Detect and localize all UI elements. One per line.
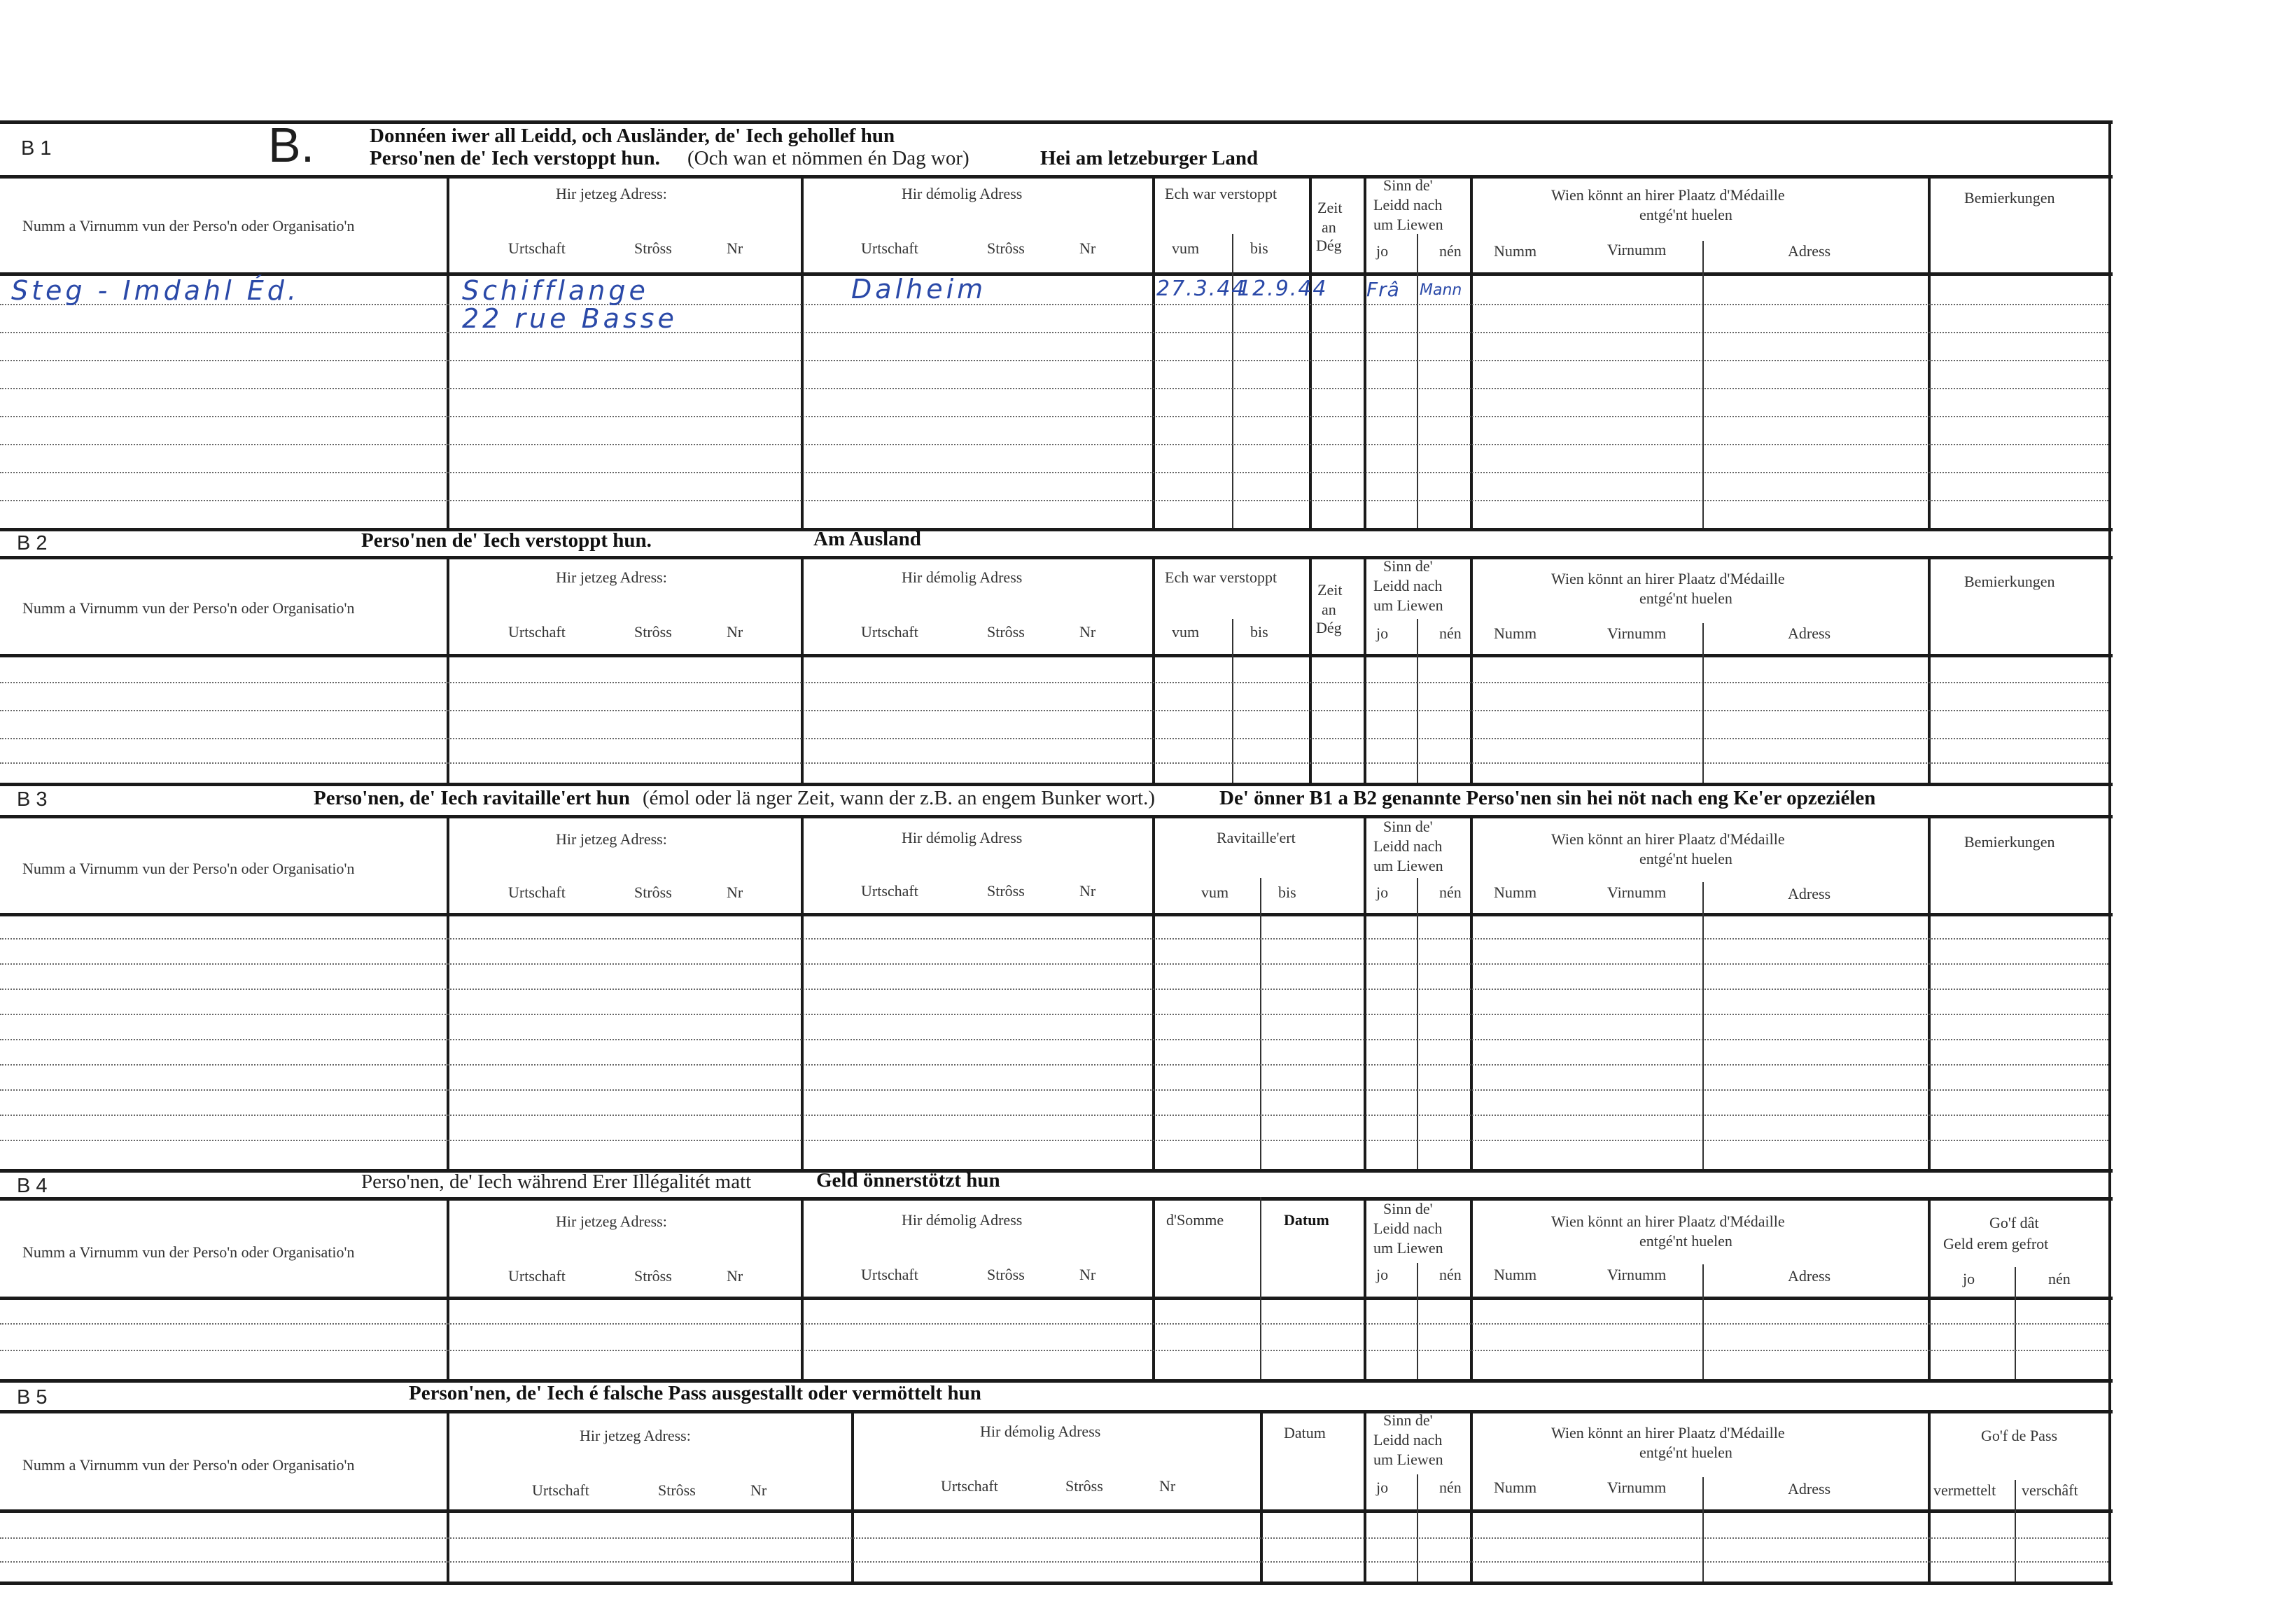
top-rule xyxy=(0,120,2113,124)
b2-hdr-alive-1: Sinn de' xyxy=(1383,557,1433,575)
b3-col-rule-1 xyxy=(447,815,449,1169)
b1-hdr-m-name: Numm xyxy=(1494,242,1537,260)
b5-hdr-date: Datum xyxy=(1284,1424,1326,1441)
b3-sub-rule-bis xyxy=(1260,878,1261,1169)
b1-hdr-number-2: Nr xyxy=(1079,239,1096,257)
b4-hdr-date: Datum xyxy=(1284,1211,1329,1229)
b5-sub-rule-adress xyxy=(1702,1477,1704,1581)
b1-writing-line-8 xyxy=(0,500,2108,501)
b5-sub-rule-pass xyxy=(2015,1480,2016,1581)
b2-hdr-street-2: Strôss xyxy=(987,623,1025,641)
b4-rule-top xyxy=(0,1169,2113,1173)
b1-rule-under-title xyxy=(0,175,2113,179)
b2-hdr-time-3: Dég xyxy=(1316,619,1342,636)
b1-hdr-from: vum xyxy=(1172,239,1200,257)
b4-col-rule-5 xyxy=(1470,1197,1473,1379)
b4-sub-rule-nen xyxy=(1417,1263,1418,1379)
b4-col-rule-3 xyxy=(1152,1197,1155,1379)
b3-hdr-alive-3: um Liewen xyxy=(1373,857,1443,874)
b4-sub-rule-date xyxy=(1260,1197,1261,1379)
b3-hdr-m-address: Adress xyxy=(1788,885,1831,902)
form-sheet xyxy=(0,80,2128,1592)
bottom-rule xyxy=(0,1581,2113,1585)
b2-writing-line-4 xyxy=(0,762,2108,764)
b3-col-rule-4 xyxy=(1364,815,1366,1169)
b4-hdr-repaid-no: nén xyxy=(2048,1270,2071,1287)
b4-hdr-medal-1: Wien könnt an hirer Plaatz d'Médaille xyxy=(1551,1213,1785,1230)
b1-writing-line-6 xyxy=(0,444,2108,445)
b4-hdr-alive-2: Leidd nach xyxy=(1373,1220,1443,1237)
b1-col-rule-6 xyxy=(1470,175,1473,528)
b2-sub-rule-bis xyxy=(1232,619,1233,783)
b1-hdr-yes: jo xyxy=(1376,242,1389,260)
b3-hdr-from: vum xyxy=(1201,884,1229,901)
b5-hdr-current-address: Hir jetzeg Adress: xyxy=(580,1427,691,1444)
b2-hdr-name: Numm a Virnumm vun der Perso'n oder Organisatio'n xyxy=(22,599,355,617)
b1-writing-line-3 xyxy=(0,360,2108,361)
b1-hdr-medal-2: entgé'nt huelen xyxy=(1639,206,1732,223)
b2-hdr-m-name: Numm xyxy=(1494,624,1537,642)
b5-hdr-number: Nr xyxy=(750,1481,767,1499)
b2-rule-under-title xyxy=(0,556,2113,559)
b4-title-bold: Geld önnerstötzt hun xyxy=(816,1169,1000,1192)
b5-hdr-no: nén xyxy=(1439,1479,1462,1496)
b1-hdr-street-2: Strôss xyxy=(987,239,1025,257)
b3-col-rule-6 xyxy=(1928,815,1931,1169)
b3-hdr-no: nén xyxy=(1439,884,1462,901)
b3-title: Perso'nen, de' Iech ravitaille'ert hun xyxy=(314,787,630,809)
b3-hdr-alive-1: Sinn de' xyxy=(1383,818,1433,835)
entry-former-address: Dalheim xyxy=(851,274,987,305)
b5-hdr-former-address: Hir démolig Adress xyxy=(980,1423,1101,1440)
b1-hdr-alive-3: um Liewen xyxy=(1373,216,1443,233)
b2-hdr-number: Nr xyxy=(727,623,743,641)
b4-hdr-current-address: Hir jetzeg Adress: xyxy=(556,1213,667,1230)
b3-hdr-supplied: Ravitaille'ert xyxy=(1217,829,1296,846)
b3-hdr-name: Numm a Virnumm vun der Perso'n oder Organisatio'n xyxy=(22,860,355,877)
b5-hdr-alive-2: Leidd nach xyxy=(1373,1431,1443,1448)
b1-col-rule-1 xyxy=(447,175,449,528)
b3-rule-under-title xyxy=(0,815,2113,818)
b4-hdr-locality-2: Urtschaft xyxy=(861,1266,918,1283)
b3-hdr-locality: Urtschaft xyxy=(508,884,566,901)
b3-rule-under-header xyxy=(0,913,2113,916)
b5-col-rule-4 xyxy=(1364,1410,1366,1581)
b4-hdr-amount: d'Somme xyxy=(1166,1211,1224,1229)
b1-title-line2c: Hei am letzeburger Land xyxy=(1040,147,1259,169)
b1-hdr-no: nén xyxy=(1439,242,1462,260)
b2-col-rule-3 xyxy=(1152,556,1155,783)
b3-hdr-medal-2: entgé'nt huelen xyxy=(1639,850,1732,867)
b5-col-rule-5 xyxy=(1470,1410,1473,1581)
b3-writing-line-9 xyxy=(0,1140,2108,1141)
b1-title-line2b: (Och wan et nömmen én Dag wor) xyxy=(687,147,969,169)
b5-hdr-alive-1: Sinn de' xyxy=(1383,1411,1433,1429)
b5-sub-rule-nen xyxy=(1417,1474,1418,1581)
b1-hdr-time-3: Dég xyxy=(1316,237,1342,254)
b3-title-paren: (émol oder lä nger Zeit, wann der z.B. an engem Bunker wort.) xyxy=(643,787,1155,809)
b2-title-right: Am Ausland xyxy=(813,528,921,550)
b4-writing-line-1 xyxy=(0,1323,2108,1325)
b5-hdr-pass: Go'f de Pass xyxy=(1981,1427,2058,1444)
b4-hdr-yes: jo xyxy=(1376,1266,1389,1283)
b3-writing-line-3 xyxy=(0,989,2108,990)
b5-label: B 5 xyxy=(17,1386,48,1409)
b4-hdr-m-name: Numm xyxy=(1494,1266,1537,1283)
b3-hdr-current-address: Hir jetzeg Adress: xyxy=(556,830,667,848)
b4-hdr-m-first: Virnumm xyxy=(1607,1266,1667,1283)
b4-label: B 4 xyxy=(17,1175,48,1197)
b1-hdr-m-address: Adress xyxy=(1788,242,1831,260)
b3-hdr-m-first: Virnumm xyxy=(1607,884,1667,901)
b2-hdr-time-1: Zeit xyxy=(1317,581,1343,599)
entry-alive-yes: Frâ xyxy=(1366,278,1400,301)
entry-address-line1: Schifflange xyxy=(462,275,649,306)
b5-hdr-procured: verschâft xyxy=(2022,1481,2078,1499)
b2-hdr-locality: Urtschaft xyxy=(508,623,566,641)
b5-col-rule-6 xyxy=(1928,1410,1931,1581)
b4-sub-rule-adress xyxy=(1702,1264,1704,1379)
b5-col-rule-3 xyxy=(1260,1410,1263,1581)
b3-hdr-street-2: Strôss xyxy=(987,882,1025,900)
b4-writing-line-2 xyxy=(0,1350,2108,1351)
b3-writing-line-1 xyxy=(0,938,2108,940)
b4-rule-under-title xyxy=(0,1197,2113,1201)
b4-hdr-repaid-1: Go'f dât xyxy=(1989,1214,2039,1231)
entry-to-date: 12.9.44 xyxy=(1238,277,1328,301)
b1-hdr-locality: Urtschaft xyxy=(508,239,566,257)
b5-hdr-m-first: Virnumm xyxy=(1607,1479,1667,1496)
b5-hdr-street-2: Strôss xyxy=(1065,1477,1103,1495)
b3-writing-line-8 xyxy=(0,1115,2108,1116)
b3-writing-line-2 xyxy=(0,963,2108,965)
b1-hdr-time-2: an xyxy=(1322,218,1336,236)
b4-hdr-repaid-2: Geld erem gefrot xyxy=(1943,1235,2049,1252)
b3-hdr-yes: jo xyxy=(1376,884,1389,901)
b5-writing-line-2 xyxy=(0,1561,2108,1563)
b2-writing-line-2 xyxy=(0,710,2108,711)
b4-hdr-alive-1: Sinn de' xyxy=(1383,1200,1433,1217)
b3-rule-top xyxy=(0,783,2113,786)
b2-writing-line-1 xyxy=(0,682,2108,683)
b1-writing-line-7 xyxy=(0,472,2108,473)
b3-writing-line-6 xyxy=(0,1064,2108,1066)
b1-title-line1: Donnéen iwer all Leidd, och Ausländer, de' Iech gehollef hun xyxy=(370,125,895,147)
b1-hdr-alive-1: Sinn de' xyxy=(1383,176,1433,194)
b2-col-rule-5 xyxy=(1364,556,1366,783)
b5-hdr-mediated: vermettelt xyxy=(1933,1481,1996,1499)
entry-address-line2: 22 rue Basse xyxy=(462,303,678,334)
b1-hdr-time-1: Zeit xyxy=(1317,199,1343,216)
b2-col-rule-7 xyxy=(1928,556,1931,783)
b3-hdr-to: bis xyxy=(1278,884,1296,901)
b2-col-rule-6 xyxy=(1470,556,1473,783)
b4-hdr-no: nén xyxy=(1439,1266,1462,1283)
b3-hdr-number-2: Nr xyxy=(1079,882,1096,900)
entry-alive-no: Mann xyxy=(1420,281,1462,299)
b2-label: B 2 xyxy=(17,532,48,554)
b5-hdr-number-2: Nr xyxy=(1159,1477,1176,1495)
b2-hdr-hidden: Ech war verstoppt xyxy=(1165,568,1278,586)
b2-hdr-time-2: an xyxy=(1322,601,1336,618)
b2-hdr-medal-2: entgé'nt huelen xyxy=(1639,589,1732,607)
b1-label: B 1 xyxy=(21,137,52,160)
b1-sub-rule-nen xyxy=(1417,234,1418,528)
b1-writing-line-5 xyxy=(0,416,2108,417)
b1-col-rule-2 xyxy=(801,175,804,528)
b2-hdr-no: nén xyxy=(1439,624,1462,642)
b5-hdr-m-address: Adress xyxy=(1788,1480,1831,1497)
b2-sub-rule-adress xyxy=(1702,623,1704,783)
b5-hdr-medal-2: entgé'nt huelen xyxy=(1639,1444,1732,1461)
b2-hdr-number-2: Nr xyxy=(1079,623,1096,641)
b3-writing-line-5 xyxy=(0,1039,2108,1040)
b2-title: Perso'nen de' Iech verstoppt hun. xyxy=(361,529,652,552)
b1-hdr-number: Nr xyxy=(727,239,743,257)
b2-hdr-to: bis xyxy=(1250,623,1268,641)
b4-hdr-former-address: Hir démolig Adress xyxy=(902,1211,1023,1229)
b4-hdr-street: Strôss xyxy=(634,1267,672,1285)
b4-hdr-number-2: Nr xyxy=(1079,1266,1096,1283)
b2-hdr-alive-3: um Liewen xyxy=(1373,596,1443,614)
b2-rule-under-header xyxy=(0,654,2113,657)
b2-writing-line-3 xyxy=(0,738,2108,739)
b5-hdr-m-name: Numm xyxy=(1494,1479,1537,1496)
b4-hdr-medal-2: entgé'nt huelen xyxy=(1639,1232,1732,1250)
b3-sub-rule-nen xyxy=(1417,878,1418,1169)
b3-hdr-former-address: Hir démolig Adress xyxy=(902,829,1023,846)
b2-hdr-medal-1: Wien könnt an hirer Plaatz d'Médaille xyxy=(1551,570,1785,587)
b5-hdr-name: Numm a Virnumm vun der Perso'n oder Organisatio'n xyxy=(22,1456,355,1474)
b1-hdr-medal-1: Wien könnt an hirer Plaatz d'Médaille xyxy=(1551,186,1785,204)
b4-hdr-number: Nr xyxy=(727,1267,743,1285)
b4-hdr-name: Numm a Virnumm vun der Perso'n oder Organisatio'n xyxy=(22,1243,355,1261)
b1-hdr-alive-2: Leidd nach xyxy=(1373,196,1443,214)
b5-hdr-street: Strôss xyxy=(658,1481,696,1499)
b3-writing-line-7 xyxy=(0,1089,2108,1091)
b4-title: Perso'nen, de' Iech während Erer Illégalitét matt xyxy=(361,1171,752,1193)
b5-hdr-locality-2: Urtschaft xyxy=(941,1477,998,1495)
b4-col-rule-1 xyxy=(447,1197,449,1379)
b3-hdr-street: Strôss xyxy=(634,884,672,901)
b2-col-rule-1 xyxy=(447,556,449,783)
b1-rule-under-header xyxy=(0,272,2113,276)
b2-col-rule-4 xyxy=(1309,556,1312,783)
b2-sub-rule-nen xyxy=(1417,619,1418,783)
b1-hdr-former-address: Hir démolig Adress xyxy=(902,185,1023,202)
b1-title-line2a: Perso'nen de' Iech verstoppt hun. xyxy=(370,147,660,169)
b3-hdr-number: Nr xyxy=(727,884,743,901)
b4-col-rule-2 xyxy=(801,1197,804,1379)
b4-col-rule-6 xyxy=(1928,1197,1931,1379)
b2-hdr-m-first: Virnumm xyxy=(1607,624,1667,642)
b5-hdr-yes: jo xyxy=(1376,1479,1389,1496)
b1-col-rule-5 xyxy=(1364,175,1366,528)
b4-col-rule-4 xyxy=(1364,1197,1366,1379)
b5-writing-line-1 xyxy=(0,1537,2108,1539)
b3-hdr-medal-1: Wien könnt an hirer Plaatz d'Médaille xyxy=(1551,830,1785,848)
right-border xyxy=(2108,120,2111,1584)
entry-name: Steg - Imdahl Éd. xyxy=(11,275,300,306)
b5-col-rule-1 xyxy=(447,1410,449,1581)
b5-hdr-medal-1: Wien könnt an hirer Plaatz d'Médaille xyxy=(1551,1424,1785,1441)
b1-hdr-street: Strôss xyxy=(634,239,672,257)
b1-sub-rule-adress xyxy=(1702,241,1704,528)
b3-hdr-remarks: Bemierkungen xyxy=(1964,833,2055,851)
b4-hdr-repaid-yes: jo xyxy=(1963,1270,1975,1287)
b1-hdr-remarks: Bemierkungen xyxy=(1964,189,2055,207)
b1-writing-line-1 xyxy=(0,304,2108,305)
b2-hdr-street: Strôss xyxy=(634,623,672,641)
b1-hdr-locality-2: Urtschaft xyxy=(861,239,918,257)
b2-hdr-alive-2: Leidd nach xyxy=(1373,577,1443,594)
b1-col-rule-7 xyxy=(1928,175,1931,528)
form-letter: B. xyxy=(268,118,315,172)
b5-title: Person'nen, de' Iech é falsche Pass ausgestallt oder vermöttelt hun xyxy=(409,1382,981,1404)
b5-hdr-alive-3: um Liewen xyxy=(1373,1451,1443,1468)
b1-hdr-current-address: Hir jetzeg Adress: xyxy=(556,185,667,202)
b5-rule-under-header xyxy=(0,1509,2113,1513)
b3-col-rule-2 xyxy=(801,815,804,1169)
b1-writing-line-4 xyxy=(0,388,2108,389)
b2-hdr-locality-2: Urtschaft xyxy=(861,623,918,641)
b4-hdr-m-address: Adress xyxy=(1788,1267,1831,1285)
b2-hdr-current-address: Hir jetzeg Adress: xyxy=(556,568,667,586)
b5-hdr-locality: Urtschaft xyxy=(532,1481,589,1499)
b2-hdr-from: vum xyxy=(1172,623,1200,641)
b2-rule-top xyxy=(0,528,2113,531)
b3-writing-line-4 xyxy=(0,1014,2108,1015)
b4-hdr-locality: Urtschaft xyxy=(508,1267,566,1285)
b2-hdr-former-address: Hir démolig Adress xyxy=(902,568,1023,586)
b3-col-rule-3 xyxy=(1152,815,1155,1169)
entry-from-date: 27.3.44 xyxy=(1156,277,1247,301)
b2-hdr-m-address: Adress xyxy=(1788,624,1831,642)
b5-col-rule-2 xyxy=(851,1410,854,1581)
b3-hdr-alive-2: Leidd nach xyxy=(1373,837,1443,855)
b4-hdr-alive-3: um Liewen xyxy=(1373,1239,1443,1257)
b5-rule-top xyxy=(0,1379,2113,1383)
b3-label: B 3 xyxy=(17,788,48,811)
b1-col-rule-4 xyxy=(1309,175,1312,528)
b1-hdr-hidden: Ech war verstoppt xyxy=(1165,185,1278,202)
b4-hdr-street-2: Strôss xyxy=(987,1266,1025,1283)
b5-rule-under-title xyxy=(0,1410,2113,1413)
b1-hdr-to: bis xyxy=(1250,239,1268,257)
b1-hdr-name: Numm a Virnumm vun der Perso'n oder Organisatio'n xyxy=(22,217,355,235)
b2-hdr-yes: jo xyxy=(1376,624,1389,642)
b2-hdr-remarks: Bemierkungen xyxy=(1964,573,2055,590)
b1-hdr-m-first: Virnumm xyxy=(1607,241,1667,258)
b1-writing-line-2 xyxy=(0,332,2108,333)
b4-rule-under-header xyxy=(0,1297,2113,1300)
b3-hdr-locality-2: Urtschaft xyxy=(861,882,918,900)
b3-hdr-m-name: Numm xyxy=(1494,884,1537,901)
b3-sub-rule-adress xyxy=(1702,882,1704,1169)
b3-title-right: De' önner B1 a B2 genannte Perso'nen sin hei nöt nach eng Ke'er opzeziélen xyxy=(1219,787,1876,809)
b2-col-rule-2 xyxy=(801,556,804,783)
b1-col-rule-3 xyxy=(1152,175,1155,528)
b3-col-rule-5 xyxy=(1470,815,1473,1169)
